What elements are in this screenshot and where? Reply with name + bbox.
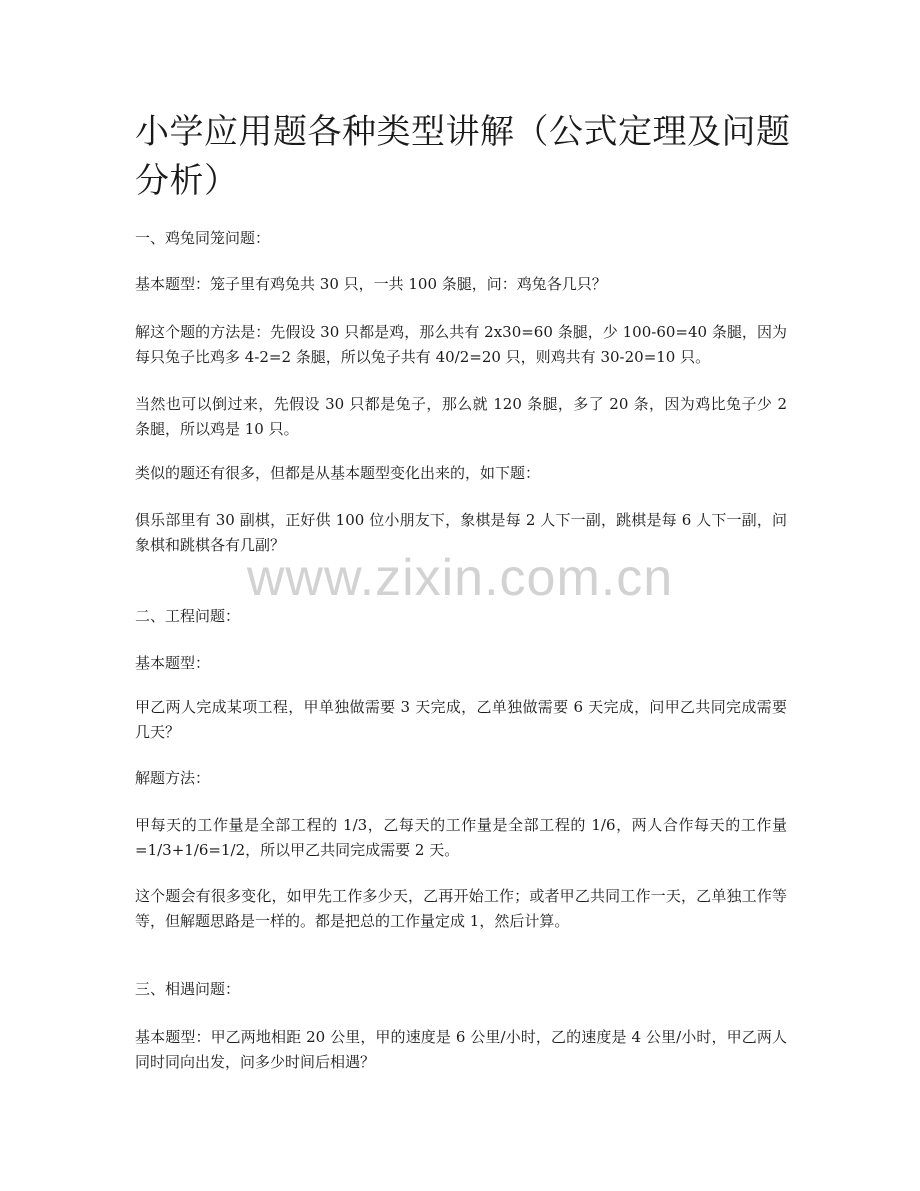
document-title: 小学应用题各种类型讲解（公式定理及问题分析） bbox=[135, 112, 791, 201]
paragraph-basic-problem-3: 基本题型：甲乙两地相距 20 公里，甲的速度是 6 公里/小时，乙的速度是 4 公里/小时，甲乙两人同时同向出发，问多少时间后相遇？ bbox=[135, 1028, 787, 1071]
paragraph-variations-2: 这个题会有很多变化，如甲先工作多少天，乙再开始工作；或者甲乙共同工作一天，乙单独工作等等，但解题思路是一样的。都是把总的工作量定成 1，然后计算。 bbox=[135, 887, 787, 930]
section-heading-engineering: 二、工程问题： bbox=[135, 607, 241, 625]
paragraph-basic-problem-1: 基本题型：笼子里有鸡兔共 30 只，一共 100 条腿，问：鸡兔各几只？ bbox=[135, 275, 607, 293]
section-heading-meeting: 三、相遇问题： bbox=[135, 980, 241, 998]
paragraph-example-chess: 俱乐部里有 30 副棋，正好供 100 位小朋友下，象棋是每 2 人下一副，跳棋是每 6 人下一副，问象棋和跳棋各有几副？ bbox=[135, 511, 787, 554]
paragraph-method-label: 解题方法： bbox=[135, 769, 211, 787]
paragraph-solution-2: 甲每天的工作量是全部工程的 1/3，乙每天的工作量是全部工程的 1/6，两人合作每天的工作量=1/3+1/6=1/2，所以甲乙共同完成需要 2 天。 bbox=[135, 816, 787, 859]
section-heading-chicken-rabbit: 一、鸡兔同笼问题： bbox=[135, 229, 271, 247]
paragraph-similar-1: 类似的题还有很多，但都是从基本题型变化出来的，如下题： bbox=[135, 464, 541, 482]
paragraph-basic-problem-2: 甲乙两人完成某项工程，甲单独做需要 3 天完成，乙单独做需要 6 天完成，问甲乙共同完成需要几天？ bbox=[135, 698, 787, 741]
paragraph-basic-problem-2-label: 基本题型： bbox=[135, 654, 211, 672]
paragraph-solution-1: 解这个题的方法是：先假设 30 只都是鸡，那么共有 2x30=60 条腿，少 100-60=40 条腿，因为每只兔子比鸡多 4-2=2 条腿，所以兔子共有 40/2=20 只，则鸡共有 30-20=10 只。 bbox=[135, 323, 787, 366]
paragraph-alternative-1: 当然也可以倒过来，先假设 30 只都是兔子，那么就 120 条腿，多了 20 条，因为鸡比兔子少 2 条腿，所以鸡是 10 只。 bbox=[135, 395, 787, 438]
watermark: www.zixin.com.cn bbox=[246, 549, 674, 607]
